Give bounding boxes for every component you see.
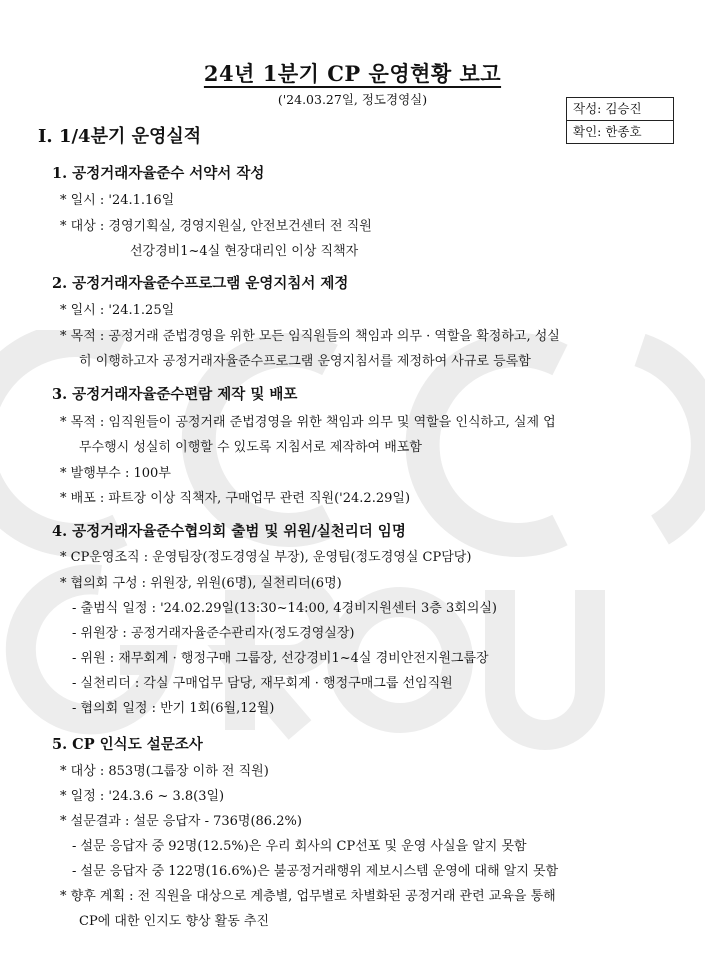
section-line: * 설문결과 : 설문 응답자 - 736명(86.2%) bbox=[60, 814, 302, 829]
section-line: - 설문 응답자 중 92명(12.5%)은 우리 회사의 CP선포 및 운영 사실을 알지 못함 bbox=[72, 839, 527, 854]
section-line: * 목적 : 임직원들이 공정거래 준법경영을 위한 책임과 의무 및 역할을 인식하고, 실제 업 bbox=[60, 415, 556, 430]
document-subtitle: ('24.03.27일, 정도경영실) bbox=[277, 92, 428, 107]
section-title: 3. 공정거래자율준수편람 제작 및 배포 bbox=[52, 386, 298, 403]
section-line: - 위원 : 재무회계 · 행정구매 그룹장, 선강경비1~4실 경비안전지원그룹장 bbox=[72, 651, 489, 666]
approval-box bbox=[566, 97, 674, 144]
section-line: - 실천리더 : 각실 구매업무 담당, 재무회계 · 행정구매그룹 선임직원 bbox=[72, 676, 453, 691]
section-line: * 향후 계획 : 전 직원을 대상으로 계층별, 업무별로 차별화된 공정거래 관련 교육을 통해 bbox=[60, 889, 556, 904]
section-title: 2. 공정거래자율준수프로그램 운영지침서 제정 bbox=[52, 275, 349, 292]
main-heading: Ⅰ. 1/4분기 운영실적 bbox=[38, 126, 202, 147]
section-line: * CP운영조직 : 운영팀장(정도경영실 부장), 운영팀(정도경영실 CP담당) bbox=[60, 550, 472, 565]
section-line: 무수행시 성실히 이행할 수 있도록 지침서로 제작하여 배포함 bbox=[79, 440, 422, 455]
writer-cell: 작성: 김승진 bbox=[573, 101, 642, 116]
section-line: * 일시 : '24.1.16일 bbox=[60, 193, 175, 208]
section-line: * 대상 : 853명(그룹장 이하 전 직원) bbox=[60, 764, 269, 779]
section-line: - 설문 응답자 중 122명(16.6%)은 불공정거래행위 제보시스템 운영에 대해 알지 못함 bbox=[72, 864, 559, 879]
section-line: - 위원장 : 공정거래자율준수관리자(정도경영실장) bbox=[72, 626, 355, 641]
section-line: 선강경비1~4실 현장대리인 이상 직책자 bbox=[130, 244, 359, 259]
section-line: * 협의회 구성 : 위원장, 위원(6명), 실천리더(6명) bbox=[60, 576, 342, 591]
section-line: * 대상 : 경영기획실, 경영지원실, 안전보건센터 전 직원 bbox=[60, 219, 372, 234]
section-line: * 일시 : '24.1.25일 bbox=[60, 303, 175, 318]
section-line: * 배포 : 파트장 이상 직책자, 구매업무 관련 직원('24.2.29일) bbox=[60, 491, 411, 506]
section-title: 1. 공정거래자율준수 서약서 작성 bbox=[52, 165, 265, 182]
section-line: * 일정 : '24.3.6 ~ 3.8(3일) bbox=[60, 789, 225, 804]
section-line: - 출범식 일정 : '24.02.29일(13:30~14:00, 4경비지원센터 3층 3회의실) bbox=[72, 601, 498, 616]
section-line: 히 이행하고자 공정거래자율준수프로그램 운영지침서를 제정하여 사규로 등록함 bbox=[79, 354, 531, 369]
section-title: 4. 공정거래자율준수협의회 출범 및 위원/실천리더 임명 bbox=[52, 523, 406, 540]
checker-cell: 확인: 한종호 bbox=[567, 120, 673, 143]
section-line: - 협의회 일정 : 반기 1회(6월,12월) bbox=[72, 701, 275, 716]
section-title: 5. CP 인식도 설문조사 bbox=[52, 736, 203, 753]
document-title: 24년 1분기 CP 운영현황 보고 bbox=[203, 61, 502, 86]
section-line: * 목적 : 공정거래 준법경영을 위한 모든 임직원들의 책임과 의무 · 역할을 확정하고, 성실 bbox=[60, 329, 560, 344]
section-line: CP에 대한 인지도 향상 활동 추진 bbox=[79, 914, 270, 929]
section-line: * 발행부수 : 100부 bbox=[60, 466, 171, 481]
